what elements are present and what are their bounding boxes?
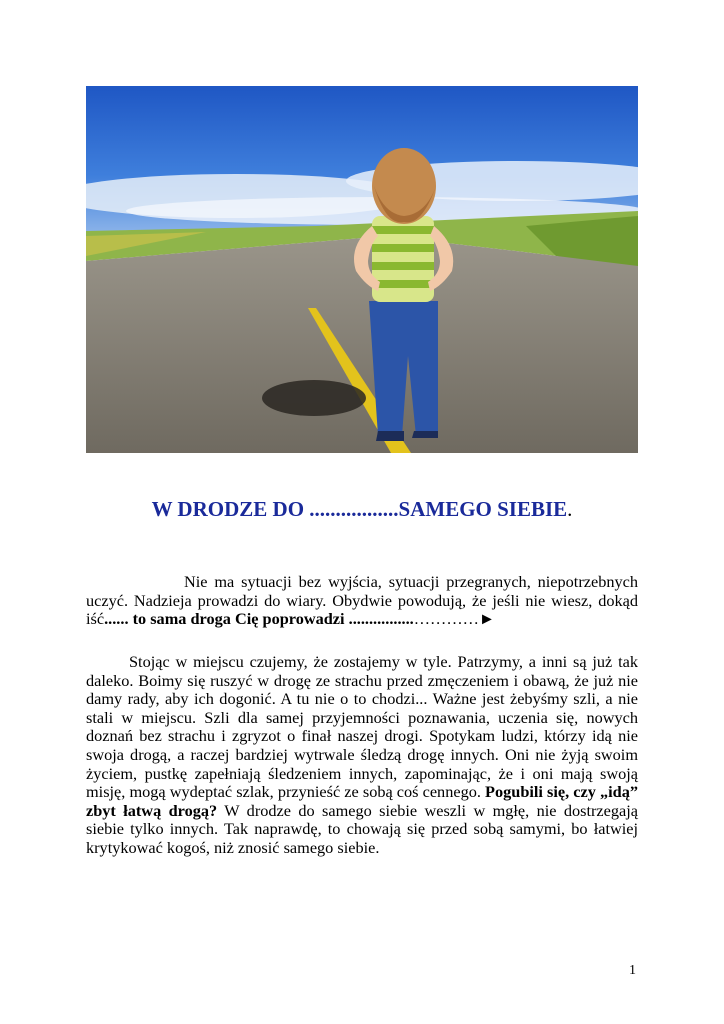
paragraph-2-text-after: W drodze do samego siebie weszli w mgłę, nie dostrzegają siebie tylko innych. Tak naprawdę, to chowają się przed sobą samymi, bo łatwiej krytykować kogoś, niż znosić samego siebie. bbox=[86, 800, 638, 857]
page-title bbox=[86, 497, 638, 522]
title-text: W DRODZE DO .................SAMEGO SIEBIE bbox=[151, 497, 568, 521]
paragraph-2-text-before: Stojąc w miejscu czujemy, że zostajemy w tyle. Patrzymy, a inni są już tak daleko. Boimy się ruszyć w drogę ze strachu przed zmęczeniem i obawą, że już nie damy rady, aby ich dogonić. A tu nie o to chodzi... Ważne jest żebyśmy szli, a nie stali w miejscu. Szli dla samej przyjemności poznawania, uczenia się, nowych doznań bez strachu i zgryzot o finał naszej drogi. Spotykam ludzi, którzy idą nie swoja drogą, a raczej bardziej wytrwale śledzą drogę innych. Oni nie żyją swoim życiem, pustkę zapełniają śledzeniem innych, zapominając, że i oni mają swoją misję, mogą wydeptać szlak, przynieść ze sobą coś cennego. bbox=[86, 652, 638, 802]
child-on-road-photo bbox=[86, 86, 638, 453]
title-trailing-dot: . bbox=[567, 497, 573, 521]
paragraph-1-line-2: niepotrzebnych uczyć. Nadzieja prowadzi do wiary. Obydwie powodują, że jeśli bbox=[86, 572, 638, 610]
paragraph-2 bbox=[86, 653, 638, 858]
paragraph-1 bbox=[86, 573, 638, 629]
paragraph-2-bold-question: Pogubili się, czy „idą” zbyt łatwą drogą? bbox=[86, 782, 638, 820]
paragraph-1-line-1: Nie ma sytuacji bez wyjścia, sytuacji przegranych, bbox=[184, 572, 531, 591]
paragraph-1-line-3: nie wiesz, dokąd iść bbox=[86, 590, 638, 629]
page-number: 1 bbox=[629, 963, 636, 978]
paragraph-1-bold-tail: ...... to sama droga Cię poprowadzi ................ bbox=[104, 609, 414, 629]
paragraph-1-arrow-tail: …………► bbox=[413, 609, 495, 629]
